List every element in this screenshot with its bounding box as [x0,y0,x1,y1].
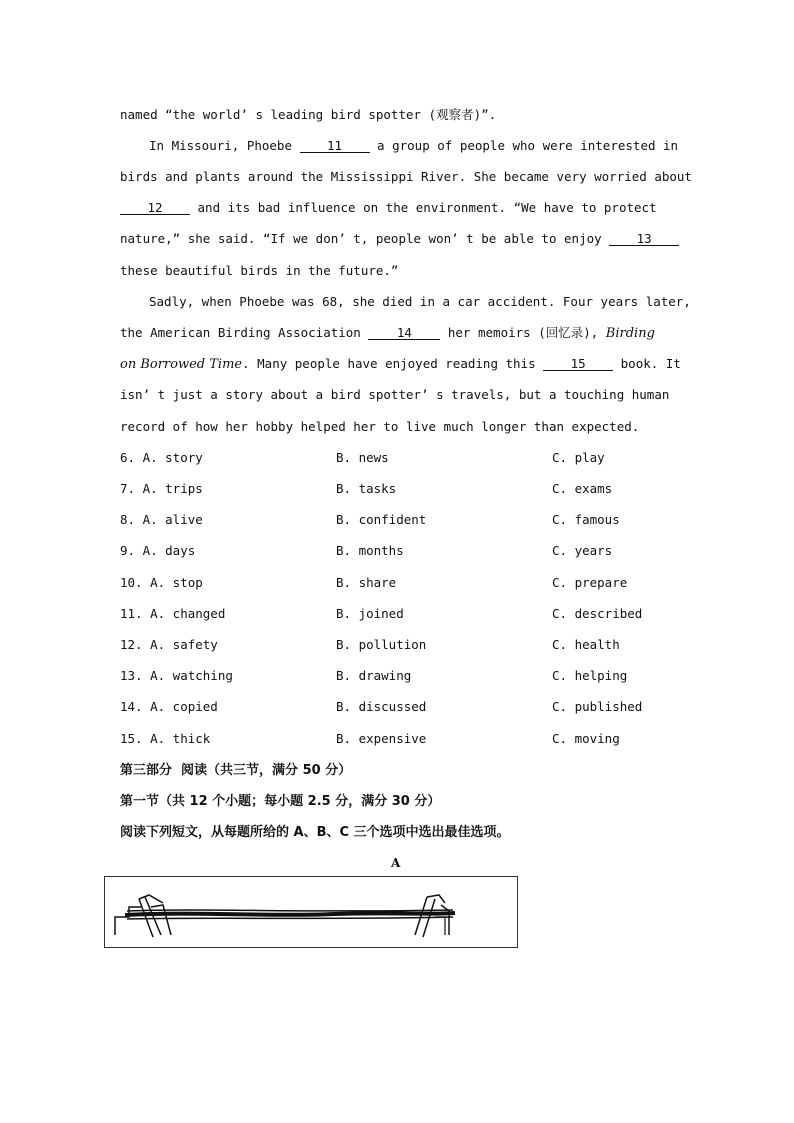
text: her memoirs (回忆录), [440,325,606,340]
passage-line-8 [120,323,655,341]
passage-line-6: these beautiful birds in the future.” [120,263,399,278]
question-15-option-b: B. expensive [336,731,427,746]
blank-15: 15 [543,357,613,371]
question-10-option-c: C. prepare [552,575,628,590]
blank-12: 12 [120,201,190,215]
question-7-option-c: C. exams [552,481,613,496]
question-10-option-a: 10. A. stop [120,575,203,590]
part-3-heading: 第三部分 阅读（共三节，满分 50 分） [120,763,352,778]
question-13-option-b: B. drawing [336,668,412,683]
section-1-heading: 第一节（共 12 个小题；每小题 2.5 分，满分 30 分） [120,794,441,809]
passage-line-5 [120,231,679,246]
question-14-option-a: 14. A. copied [120,699,218,714]
passage-line-4 [120,200,657,215]
question-9-option-c: C. years [552,543,613,558]
question-13-option-a: 13. A. watching [120,668,233,683]
question-13-option-c: C. helping [552,668,628,683]
question-10-option-b: B. share [336,575,397,590]
text: and its bad influence on the environment. “We have to protect [190,200,657,215]
question-11-option-a: 11. A. changed [120,606,226,621]
text: nature,” she said. “If we don’ t, people won’ t be able to enjoy [120,231,610,246]
instruction: 阅读下列短文，从每题所给的 A、B、C 三个选项中选出最佳选项。 [120,825,510,840]
question-6-option-b: B. news [336,450,389,465]
question-12-option-b: B. pollution [336,637,427,652]
passage-line-7: Sadly, when Phoebe was 68, she died in a car accident. Four years later, [149,294,691,309]
passage-line-10: isn’ t just a story about a bird spotter’ s travels, but a touching human [120,387,670,402]
passage-label-a: A [391,856,401,870]
question-11-option-c: C. described [552,606,643,621]
text: the American Birding Association [120,325,369,340]
blank-11: 11 [300,139,370,153]
text: . Many people have enjoyed reading this [242,356,544,371]
passage-line-1: named “the world’ s leading bird spotter (观察者)”. [120,107,497,122]
book-title-part-1: Birding [605,326,655,341]
question-9-option-b: B. months [336,543,404,558]
question-14-option-b: B. discussed [336,699,427,714]
question-8-option-b: B. confident [336,512,427,527]
passage-line-2 [149,138,678,153]
book-title-part-2: on Borrowed Time [120,357,243,372]
passage-line-3: birds and plants around the Mississippi River. She became very worried about [120,169,692,184]
passage-line-9 [120,356,681,372]
passage-line-11: record of how her hobby helped her to live much longer than expected. [120,419,640,434]
blank-14: 14 [368,326,440,340]
question-8-option-c: C. famous [552,512,620,527]
question-12-option-a: 12. A. safety [120,637,218,652]
question-14-option-c: C. published [552,699,643,714]
text: book. It [613,356,681,371]
blank-13: 13 [609,232,679,246]
passage-a-figure [104,876,518,948]
question-11-option-b: B. joined [336,606,404,621]
question-15-option-c: C. moving [552,731,620,746]
question-6-option-c: C. play [552,450,605,465]
question-12-option-c: C. health [552,637,620,652]
question-15-option-a: 15. A. thick [120,731,211,746]
text: In Missouri, Phoebe [149,138,300,153]
bench-illustration [105,877,517,947]
question-8-option-a: 8. A. alive [120,512,203,527]
question-7-option-b: B. tasks [336,481,397,496]
question-9-option-a: 9. A. days [120,543,196,558]
question-7-option-a: 7. A. trips [120,481,203,496]
text: a group of people who were interested in [369,138,679,153]
question-6-option-a: 6. A. story [120,450,203,465]
